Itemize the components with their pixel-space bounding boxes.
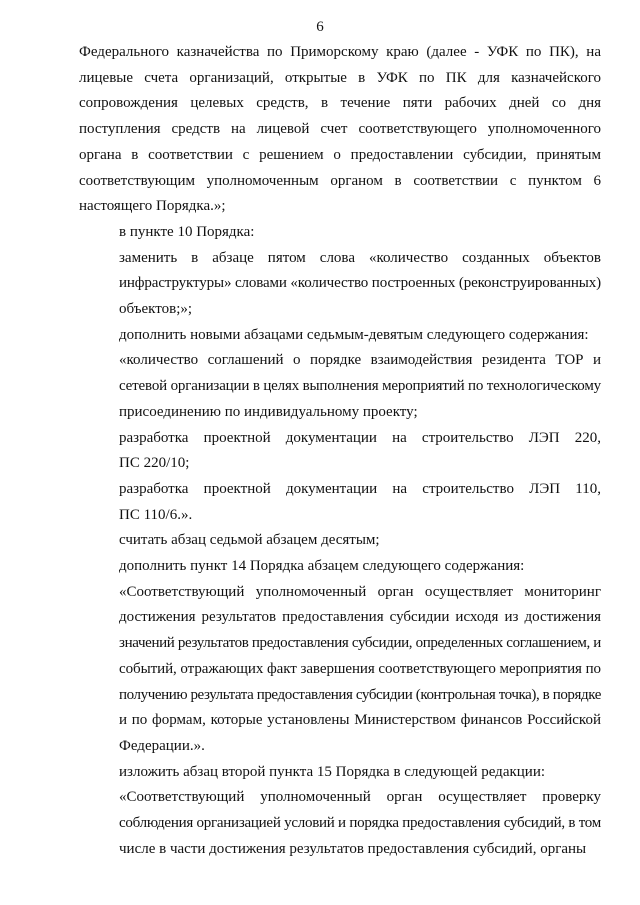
text-line: разработка проектной документации на строительство ЛЭП 220, xyxy=(119,429,601,446)
document-body xyxy=(79,40,601,863)
text-line: ПС 110/6.». xyxy=(119,506,193,523)
text-line: соблюдения организацией условий и порядка предоставления субсидий, в том xyxy=(119,815,601,832)
text-line: органа в соответствии с решением о предоставлении субсидии, принятым xyxy=(79,146,601,163)
text-line: считать абзац седьмой абзацем десятым; xyxy=(119,532,380,549)
text-line: объектов;»; xyxy=(119,301,193,318)
paragraph xyxy=(79,528,601,554)
paragraph xyxy=(79,348,601,425)
text-line: «Соответствующий уполномоченный орган осуществляет проверку xyxy=(119,789,601,806)
text-line: Федерального казначейства по Приморскому краю (далее - УФК по ПК), на xyxy=(79,44,601,60)
text-line: присоединению по индивидуальному проекту; xyxy=(119,403,418,420)
paragraph xyxy=(79,554,601,580)
text-line: соответствующим уполномоченным органом в соответствии с пунктом 6 xyxy=(79,172,601,189)
text-line: заменить в абзаце пятом слова «количество созданных объектов xyxy=(119,249,601,266)
paragraph xyxy=(79,760,601,786)
text-line: дополнить новыми абзацами седьмым-девятым следующего содержания: xyxy=(119,326,589,343)
text-line: дополнить пункт 14 Порядка абзацем следующего содержания: xyxy=(119,558,525,575)
text-line: достижения результатов предоставления субсидии исходя из достижения xyxy=(119,609,601,626)
text-line: получению результата предоставления субсидии (контрольная точка), в порядке xyxy=(119,686,601,703)
text-line: изложить абзац второй пункта 15 Порядка в следующей редакции: xyxy=(119,763,546,780)
text-line: событий, отражающих факт завершения соответствующего мероприятия по xyxy=(119,660,601,677)
text-line: ПС 220/10; xyxy=(119,455,190,472)
paragraph xyxy=(79,785,601,862)
page-number: 6 xyxy=(316,19,324,35)
paragraph xyxy=(79,246,601,323)
text-line: сетевой организации в целях выполнения мероприятий по технологическому xyxy=(119,378,601,395)
paragraph xyxy=(79,323,601,349)
paragraph xyxy=(79,426,601,477)
text-line: сопровождения целевых средств, в течение пяти рабочих дней со дня xyxy=(79,95,601,112)
text-line: значений результатов предоставления субсидии, определенных соглашением, и xyxy=(119,635,601,652)
paragraph xyxy=(79,220,601,246)
text-line: и по формам, которые установлены Министерством финансов Российской xyxy=(119,712,601,729)
text-line: «Соответствующий уполномоченный орган осуществляет мониторинг xyxy=(119,583,601,600)
text-line: разработка проектной документации на строительство ЛЭП 110, xyxy=(119,480,601,497)
paragraph xyxy=(79,580,601,760)
text-line: в пункте 10 Порядка: xyxy=(119,223,255,240)
text-line: настоящего Порядка.»; xyxy=(79,198,226,215)
text-line: инфраструктуры» словами «количество построенных (реконструированных) xyxy=(119,275,601,292)
text-line: Федерации.». xyxy=(119,737,205,754)
text-line: «количество соглашений о порядке взаимодействия резидента ТОР и xyxy=(119,352,601,369)
paragraph xyxy=(79,40,601,220)
text-line: лицевые счета организаций, открытые в УФК по ПК для казначейского xyxy=(79,69,601,86)
paragraph xyxy=(79,477,601,528)
text-line: числе в части достижения результатов предоставления субсидий, органы xyxy=(119,840,587,857)
text-line: поступления средств на лицевой счет соответствующего уполномоченного xyxy=(79,121,601,138)
